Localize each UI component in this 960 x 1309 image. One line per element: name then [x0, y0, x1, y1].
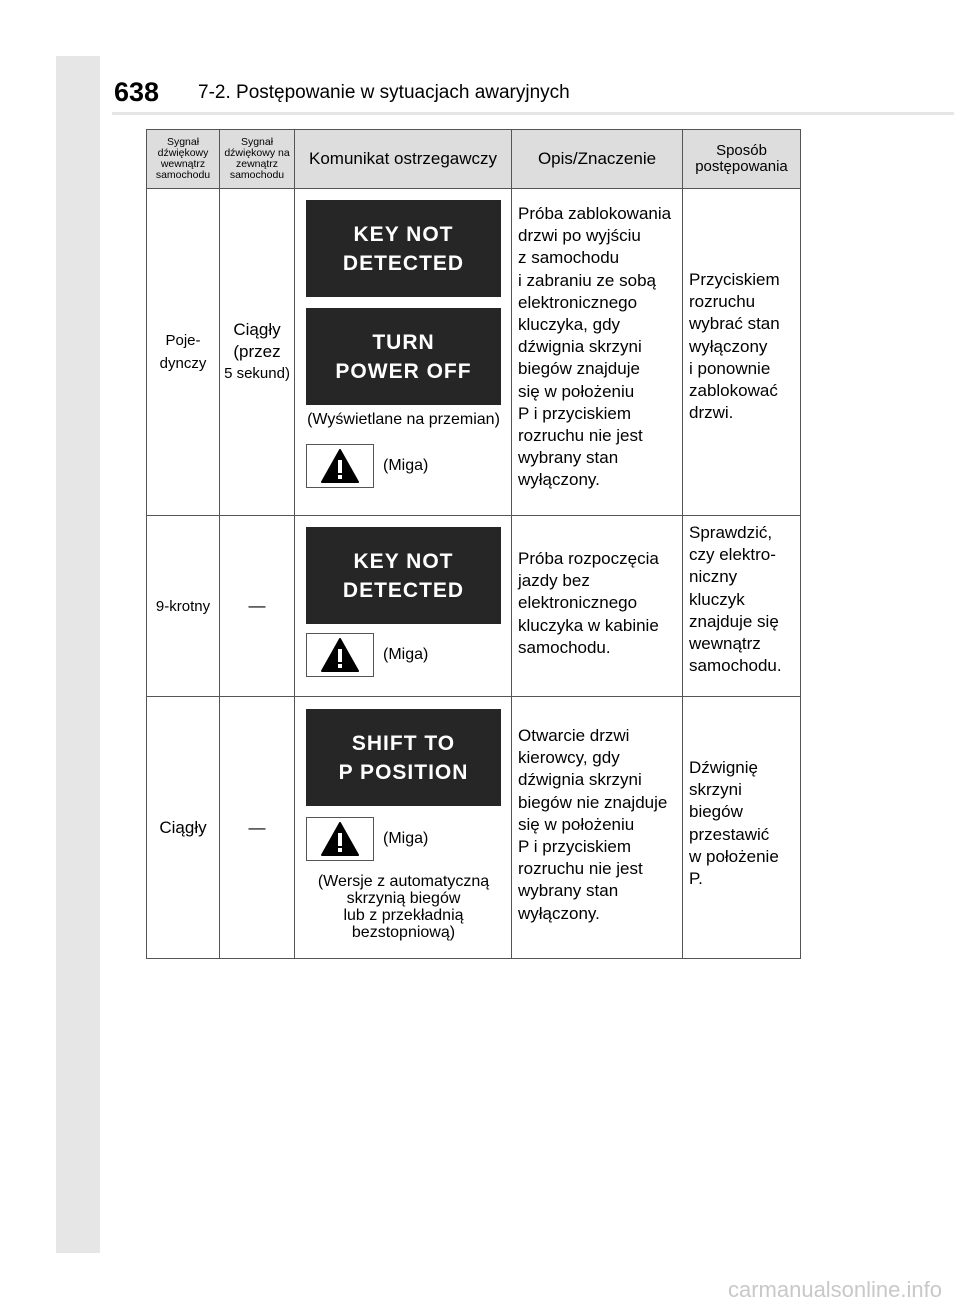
- table-row: [147, 516, 801, 697]
- description-cell: Próba zablokowania drzwi po wyjściu z samochodu i zabraniu ze sobą elektronicznego kluczyka, gdy dźwignia skrzyni biegów znajduje się w położeniu P i przyciskiem rozruchu nie jest wybrany stan wyłączony.: [512, 189, 683, 516]
- header-outside-signal: Sygnał dźwiękowy na zewnątrz samochodu: [220, 130, 295, 189]
- header-inside-signal: Sygnał dźwiękowy wewnątrz samochodu: [147, 130, 220, 189]
- warning-message-cell: [295, 516, 512, 697]
- warning-triangle-icon: [306, 633, 374, 677]
- inside-signal-cell: Poje- dynczy: [147, 189, 220, 516]
- version-caption: (Wersje z automatyczną skrzynią biegów lub z przekładnią bezstopniową): [317, 873, 490, 941]
- display-screen-shift-to-p-position: SHIFT TO P POSITION: [306, 709, 501, 806]
- table-header-row: [147, 130, 801, 189]
- inside-signal-cell: 9-krotny: [147, 516, 220, 697]
- header-description: Opis/Znaczenie: [512, 130, 683, 189]
- outside-signal-cell: Ciągły (przez 5 sekund): [220, 189, 295, 516]
- warning-message-cell: [295, 697, 512, 959]
- warning-table: [146, 129, 801, 959]
- alternating-caption: (Wyświetlane na przemian): [307, 411, 500, 428]
- display-screen-key-not-detected: KEY NOT DETECTED: [306, 200, 501, 297]
- header-rule: [112, 112, 954, 115]
- description-cell: Próba rozpoczęcia jazdy bez elektronicznego kluczyka w kabinie samochodu.: [512, 516, 683, 697]
- blink-label: (Miga): [383, 457, 429, 474]
- description-cell: Otwarcie drzwi kierowcy, gdy dźwignia skrzyni biegów nie znajduje się w położeniu P i przyciskiem rozruchu nie jest wybrany stan wyłączony.: [512, 697, 683, 959]
- table-row: [147, 189, 801, 516]
- table-row: [147, 697, 801, 959]
- outside-signal-cell: —: [220, 516, 295, 697]
- blink-label: (Miga): [383, 830, 429, 847]
- display-screen-turn-power-off: TURN POWER OFF: [306, 308, 501, 405]
- header-action: Sposób postępowania: [683, 130, 801, 189]
- warning-triangle-icon: [306, 444, 374, 488]
- outside-signal-cell: —: [220, 697, 295, 959]
- blink-label: (Miga): [383, 646, 429, 663]
- warning-triangle-icon: [306, 817, 374, 861]
- header-warning-message: Komunikat ostrzegawczy: [295, 130, 512, 189]
- footer-watermark: carmanualsonline.info: [727, 1277, 942, 1302]
- display-screen-key-not-detected: KEY NOT DETECTED: [306, 527, 501, 624]
- section-title: 7-2. Postępowanie w sytuacjach awaryjnych: [198, 82, 570, 103]
- action-cell: Sprawdzić, czy elektro- niczny kluczyk znajduje się wewnątrz samochodu.: [683, 516, 801, 697]
- page-sidebar: [56, 56, 100, 1253]
- action-cell: Przyciskiem rozruchu wybrać stan wyłączony i ponownie zablokować drzwi.: [683, 189, 801, 516]
- inside-signal-cell: Ciągły: [147, 697, 220, 959]
- warning-message-cell: [295, 189, 512, 516]
- page-number: 638: [114, 77, 160, 107]
- action-cell: Dźwignię skrzyni biegów przestawić w położenie P.: [683, 697, 801, 959]
